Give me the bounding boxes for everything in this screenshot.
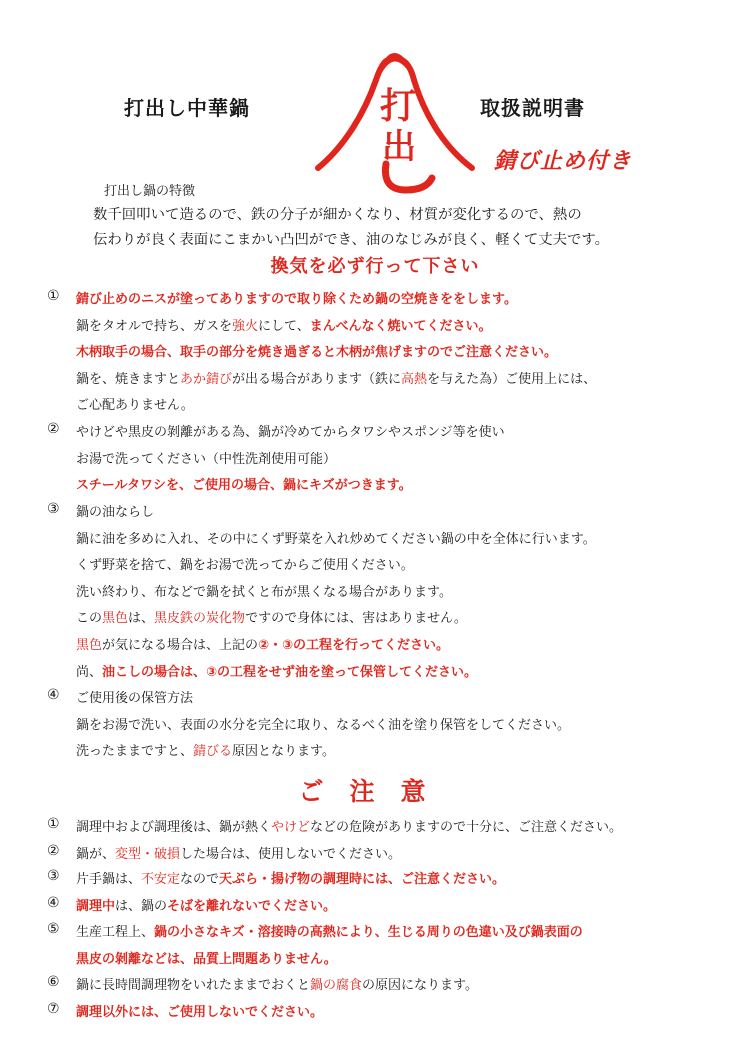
highlighted-text: 高熱 [401,371,428,387]
highlighted-text: 黒皮鉄の炭化物 [154,611,246,627]
body-text: 生産工程上、 [76,925,155,940]
item-line [76,948,337,967]
highlighted-text: あか錆び [180,371,233,387]
highlighted-text: 変型・破損 [115,847,181,862]
intro-heading: 打出し鍋の特徴 [104,184,196,199]
body-text: を与えた為）ご使用上には、 [427,371,597,387]
item-line [76,843,401,862]
body-text: やけどや黒皮の剝離がある為、鍋が冷めてからタワシやスポンジ等を使い [76,425,505,440]
item-number: ③ [47,501,60,517]
item-line [76,528,596,547]
item-line [76,634,449,653]
body-text: の原因になります。 [362,978,478,993]
body-text: 尚、 [76,664,103,680]
body-text: した場合は、使用しないでください。 [180,847,402,862]
item-number: ① [47,816,60,832]
body-text: 調理中および調理後は、鍋が熱く [76,820,272,835]
item-line [76,921,583,940]
highlighted-text: まんべんなく焼いてください。 [309,318,492,334]
item-line [76,687,193,706]
intro-line: 数千回叩いて造るので、鉄の分子が細かくなり、材質が変化するので、熱の [93,207,582,223]
highlighted-text: 黒皮の剝離などは、品質上問題ありません。 [76,951,337,967]
highlighted-text: 錆びる [193,744,233,760]
highlighted-text: 油こしの場合は、③の工程をせず油を塗って保管してください。 [102,664,478,680]
highlighted-text: そばを離れないでください。 [167,899,337,914]
item-line [76,554,414,573]
item-line [76,394,194,413]
body-text: ご使用後の保管方法 [76,691,194,706]
body-text: などの危険がありますので十分に、ご注意ください。 [310,820,623,835]
body-text: は、鍋の [115,899,168,914]
highlighted-text: 鍋の腐食 [310,978,363,993]
item-line [76,501,154,520]
item-line [76,288,517,307]
highlighted-text: 不安定 [141,872,181,887]
item-line [76,661,477,680]
body-text: 鍋が、 [76,847,116,862]
highlighted-text: やけど [271,820,311,835]
body-text: 鍋の油ならし [76,505,155,520]
item-number: ⑦ [47,1001,60,1017]
highlighted-text: 強火 [232,318,259,334]
item-line [76,421,505,440]
highlighted-text: 黒色 [102,611,129,627]
item-line [76,868,505,887]
body-text: は、 [128,611,155,627]
highlighted-text: 錆び止めのニスが塗ってありますので取り除くため鍋の空焼きををします。 [76,292,517,307]
item-number: ③ [47,868,60,884]
body-text: くず野菜を捨て、鍋をお湯で洗ってからご使用ください。 [76,558,414,574]
highlighted-text: 木柄取手の場合、取手の部分を焼き過ぎると木柄が焦げますのでご注意ください。 [76,345,558,361]
item-number: ② [47,843,60,859]
body-text: この [76,611,103,627]
body-text: が出る場合があります（鉄に [232,371,402,387]
body-text: ご心配ありません。 [76,398,194,414]
uchidashi-logo [310,40,480,200]
body-text: 鍋をタオルで持ち、ガスを [76,318,233,334]
item-line [76,368,596,387]
body-text: 片手鍋は、 [76,872,142,887]
item-line [76,341,557,360]
item-line [76,448,336,467]
document-title-left: 打出し中華鍋 [124,96,250,120]
body-text: 鍋に長時間調理物をいれたままでおくと [76,978,311,993]
item-number: ⑥ [47,974,60,990]
highlighted-text: ②・③の工程を行ってください。 [258,638,450,653]
item-line [76,895,336,914]
item-line [76,607,467,626]
item-number: ④ [47,895,60,911]
intro-line: 伝わりが良く表面にこまかい凸凹ができ、油のなじみが良く、軽くて丈夫です。 [93,232,610,248]
item-number: ⑤ [47,921,60,937]
body-text: なので [180,872,220,887]
item-line [76,474,412,493]
highlighted-text: 天ぷら・揚げ物の調理時には、ご注意ください。 [219,872,506,887]
body-text: 洗ったままですと、 [76,744,194,760]
item-number: ② [47,421,60,437]
item-line [76,816,622,835]
body-text: 原因となります。 [232,744,335,760]
body-text: 洗い終わり、布などで鍋を拭くと布が黒くなる場合があります。 [76,584,452,600]
highlighted-text: 調理中 [76,899,116,914]
item-number: ④ [47,687,60,703]
logo-char-3 [385,164,432,190]
caution-title: ご注意 [298,777,452,806]
body-text: が気になる場合は、上記の [102,638,259,653]
body-text: ですので身体には、害はありません。 [245,611,467,627]
ventilation-warning-title: 換気を必ず行って下さい [270,256,480,277]
item-line [76,315,492,334]
rust-proof-subtitle: 錆び止め付き [494,149,633,174]
body-text: にして、 [258,318,310,334]
highlighted-text: 黒色 [76,638,103,653]
body-text: 鍋を、焼きますと [76,371,181,387]
logo-char-1: 打 [380,85,417,127]
logo-char-2: 出 [382,127,416,167]
body-text: 鍋をお湯で洗い、表面の水分を完全に取り、なるべく油を塗り保管をしてください。 [76,717,571,733]
item-number: ① [47,288,60,304]
item-line [76,1001,323,1020]
body-text: 鍋に油を多めに入れ、その中にくず野菜を入れ炒めてください鍋の中を全体に行います。 [76,531,596,547]
highlighted-text: スチールタワシを、ご使用の場合、鍋にキズがつきます。 [76,478,412,494]
item-line [76,581,452,600]
body-text: お湯で洗ってください（中性洗剤使用可能） [76,451,337,467]
document-title-right: 取扱説明書 [480,96,585,120]
item-line [76,740,335,759]
item-line [76,714,570,733]
highlighted-text: 鍋の小さなキズ・溶接時の高熱により、生じる周りの色違い及び鍋表面の [154,925,583,940]
item-line [76,974,478,993]
highlighted-text: 調理以外には、ご使用しないでください。 [76,1005,324,1020]
